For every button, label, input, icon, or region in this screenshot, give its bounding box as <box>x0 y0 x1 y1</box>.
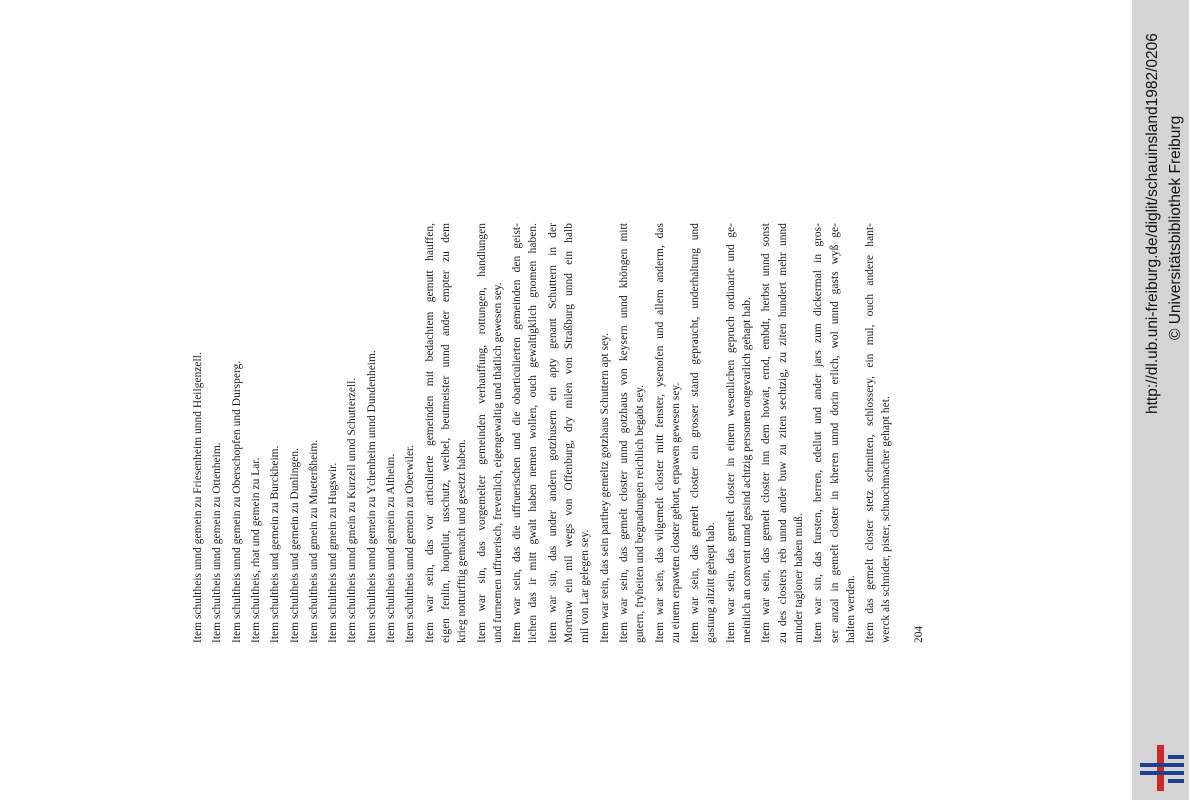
text-line: krieg notturfftig gemacht und gesetzt haben. <box>456 439 469 643</box>
text-line: minder tagloner haben muß. <box>792 513 805 643</box>
text-line: Item war sein, das die uffruerischen und die obarticulierten gemeinden den geist- <box>511 223 524 643</box>
text-line: Item war sein, das vor articulierte gemeinden mit bedachtem gemutt hauffen, <box>423 223 436 643</box>
text-line: mil von Lar gelegen sey. <box>579 529 592 643</box>
text-line: Item schultheis und gemein zu Dunlingen. <box>288 448 301 643</box>
text-line: zu des closters reb unnd ander buw zu ziten sechtzig, zu ziten hundert mehr unnd <box>776 223 789 643</box>
text-line: eigen fenlin, houptlut, usschutz, weibel, beutmeister unnd ander empter zu dem <box>439 223 452 643</box>
text-line: Mortnaw ein mil wegs von Offenburg, dry milen von Straßburg unnd ein halb <box>563 223 575 643</box>
text-line: werck als schnider, pister, schuochmacher gehapt het. <box>880 396 893 643</box>
page-number: 204 <box>913 625 926 643</box>
text-line: Item das gemelt closter stetz schmitten, schlossery, ein mul, ouch andere hant- <box>864 223 877 643</box>
text-line: Item schultheis unnd gemein zu Oberwiler. <box>404 444 417 643</box>
text-line: Item war sein, das gemelt closter inn dem howat, ernd, embdt, herbst unnd sonst <box>760 223 773 643</box>
text-line: meinlich an convent unnd gesind achtzig personen ongevarlich gehapt hab. <box>741 297 753 643</box>
text-line: zu einem erpawten closter gehort, erpawen gewesen sey. <box>669 382 682 643</box>
copyright-notice: © Universitätsbibliothek Freiburg <box>1167 115 1184 340</box>
text-line: Item war sein, das gemelt closter in einem wesenlichen gepruch ordinarie und ge- <box>724 223 737 643</box>
text-line: Item schultheis unnd gmein zu Kurzell unnd Schutterzell. <box>346 377 359 643</box>
text-line: gastung altzitt gehept hab. <box>705 522 718 643</box>
text-line: Item war sein, das gemelt closter ein grosser stand gepraucht, underhaltung und <box>689 223 702 643</box>
text-line: Item schultheis unnd gemein zu Oberschopfen und Dursperg. <box>230 360 243 643</box>
text-line: Item schultheis unnd gemein zu Altheim. <box>385 453 397 643</box>
text-line: lichen das ir mitt gwalt haben nemen wollen, ouch gewaltigklich gnomen haben. <box>527 223 540 643</box>
logo-blue-bar <box>1168 779 1184 783</box>
text-line: Item war sein, das gemelt closter unnd gotzhaus von keysern unnd khöngen mitt <box>617 223 630 643</box>
text-line: Item schultheis, rhat und gemein zu Lar. <box>249 457 262 643</box>
text-line: Item schultheis und gmein zu Hugswir. <box>327 462 340 643</box>
text-line: gutern, fryheiten und begnadungen reichlich begabt sey. <box>634 384 647 643</box>
text-line: Item war sein, das sein parthey gemeltz gotzhaus Schuttern apt sey. <box>598 332 611 643</box>
text-line: Item schultheis unnd gemein zu Ottenheim. <box>211 442 224 643</box>
text-line: ser anzal in gemelt closter in kheren unnd dorin erlich, wol unnd gasts wyß ge- <box>828 223 841 643</box>
text-line: halten werden. <box>844 575 857 643</box>
text-line: Item war sein, das vilgemelt closter mitt fenster, ysenofen und allem anderm, das <box>653 223 666 643</box>
text-line: Item schultheis und gemein zu Burckheim. <box>269 445 282 643</box>
text-line: Item war sin, das under andern gotzhusern ein apty genant Schuttern in der <box>546 223 559 643</box>
sidebar-citation <box>1132 0 1189 800</box>
logo-blue-bar <box>1140 763 1184 767</box>
text-line: Item schultheis unnd gemein zu Ychenheim unnd Dundenheim. <box>365 350 378 643</box>
logo-blue-bar <box>1140 771 1184 775</box>
text-line: Item war sin, das fursten, herren, edellut und ander jars zum dickermal in gros- <box>812 223 825 643</box>
text-line: Item schultheis unnd gemein zu Friesenheim unnd Heilgenzell. <box>192 352 204 643</box>
text-line: Item schultheis und gmein zu Mueterßheim. <box>307 439 320 643</box>
ub-freiburg-logo-icon <box>1140 745 1184 791</box>
text-line: und furnemen uffruerisch, frevenlich, eigengewaltig und thätlich gewesen sey. <box>491 282 504 643</box>
logo-blue-bar <box>1168 755 1184 759</box>
text-line: Item war sin, das vorgemelter gemeinden verhauffung, rottungen, handlungen <box>475 223 488 643</box>
permalink-url[interactable]: http://dl.ub.uni-freiburg.de/diglit/schauinsland1982/0206 <box>1144 33 1161 414</box>
logo-red-bar <box>1157 745 1164 791</box>
document-page <box>192 0 926 643</box>
